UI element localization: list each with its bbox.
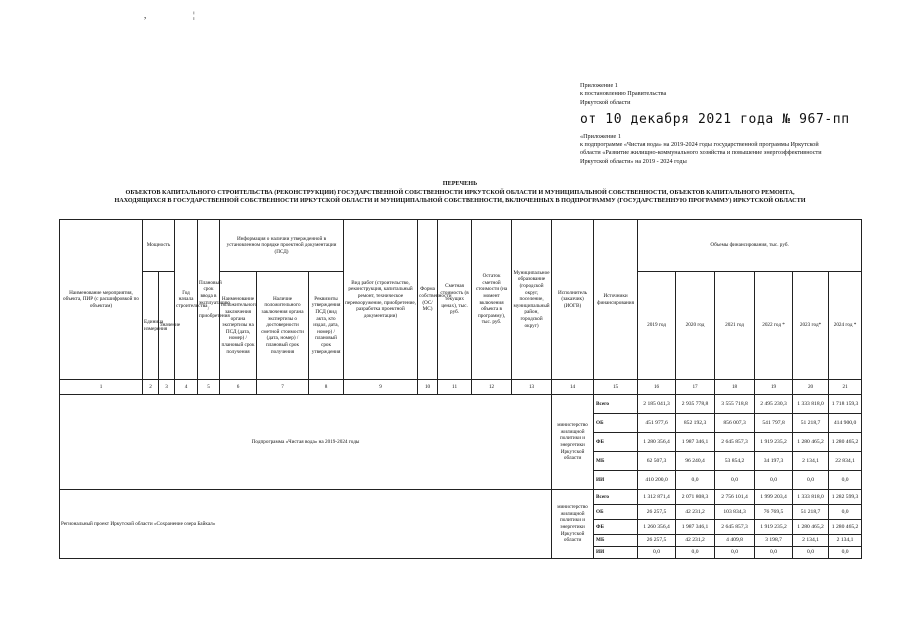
column-number: 18 [715, 380, 755, 395]
funding-value: 1 919 235,2 [755, 520, 793, 535]
column-number: 21 [829, 380, 862, 395]
column-number: 7 [257, 380, 309, 395]
column-number: 3 [159, 380, 175, 395]
header-name: Наименование мероприятия, объекта, ПИР (с расшифровкой по объектам) [60, 220, 143, 380]
funding-value: 3 555 718,8 [715, 395, 755, 414]
funding-value: 1 280 465,2 [793, 433, 829, 452]
source-code: ИИ [594, 471, 638, 490]
funding-value: 1 718 159,3 [829, 395, 862, 414]
funding-value: 0,0 [829, 471, 862, 490]
column-number: 1 [60, 380, 143, 395]
funding-value: 1 987 346,1 [676, 520, 715, 535]
header-psd-col: Наименование положительного заключения органа экспертизы на ПСД (дата, номер) / плановый срок получения [220, 272, 257, 380]
funding-value: 1 280 465,2 [829, 433, 862, 452]
column-number: 11 [438, 380, 472, 395]
funding-value: 2 134,1 [829, 535, 862, 547]
appendix-line: Иркутской области» на 2019 - 2024 годы [580, 157, 687, 165]
appendix-line: к постановлению Правительства [580, 90, 667, 98]
funding-value: 96 240,4 [676, 452, 715, 471]
column-number: 16 [638, 380, 676, 395]
source-code: ФБ [594, 433, 638, 452]
funding-value: 34 197,3 [755, 452, 793, 471]
source-code: Всего [594, 395, 638, 414]
scan-mark: ¦ [193, 10, 195, 20]
funding-value: 76 769,5 [755, 505, 793, 520]
subprogram-name: Подпрограмма «Чистая вода» на 2019-2024 годы [60, 395, 552, 490]
funding-value: 2 935 778,8 [676, 395, 715, 414]
column-number: 20 [793, 380, 829, 395]
header-remaining: Остаток сметной стоимости (на момент включения объекта в программу), тыс. руб. [472, 220, 512, 380]
header-value: Значение [159, 272, 175, 380]
funding-value: 1 280 465,2 [793, 520, 829, 535]
funding-value: 42 231,2 [676, 505, 715, 520]
funding-value: 1 312 871,4 [638, 490, 676, 505]
header-psd-info: Информация о наличии утвержденной в установленном порядке проектной документации (ПСД) [220, 220, 344, 272]
funding-value: 1 919 235,2 [755, 433, 793, 452]
funding-value: 51 218,7 [793, 505, 829, 520]
header-start-year: Год начала строительства [175, 220, 198, 380]
funding-value: 2 645 857,3 [715, 520, 755, 535]
funding-value: 2 185 041,3 [638, 395, 676, 414]
column-number: 10 [418, 380, 438, 395]
column-number: 5 [198, 380, 220, 395]
appendix-block [580, 82, 880, 166]
funding-value: 0,0 [793, 471, 829, 490]
funding-value: 2 645 857,3 [715, 433, 755, 452]
header-year: 2022 год * [755, 272, 793, 380]
header-executor: Исполнитель (заказчик) (ИОГВ) [552, 220, 594, 380]
column-number: 13 [512, 380, 552, 395]
source-code: ОБ [594, 414, 638, 433]
funding-value: 26 257,5 [638, 505, 676, 520]
column-number: 15 [594, 380, 638, 395]
funding-value: 0,0 [638, 547, 676, 559]
funding-value: 0,0 [715, 547, 755, 559]
funding-value: 62 507,3 [638, 452, 676, 471]
document-subtitle: НАХОДЯЩИХСЯ В ГОСУДАРСТВЕННОЙ СОБСТВЕННОСТИ ИРКУТСКОЙ ОБЛАСТИ И МУНИЦИПАЛЬНОЙ СОБСТВЕННОСТИ, ВКЛЮЧЕННЫХ В ПОДПРОГРАММУ (ГОСУДАРСТВЕННУЮ ПРОГРАММУ) ИРКУТСКОЙ ОБЛАСТИ [114, 197, 806, 204]
funding-value: 0,0 [755, 547, 793, 559]
scan-mark: , [144, 10, 147, 20]
header-year: 2019 год [638, 272, 676, 380]
funding-value: 4 409,8 [715, 535, 755, 547]
column-number: 19 [755, 380, 793, 395]
appendix-line: Приложение 1 [580, 82, 618, 89]
funding-value: 2 134,1 [793, 452, 829, 471]
funding-value: 451 977,6 [638, 414, 676, 433]
document-title: ПЕРЕЧЕНЬ [442, 180, 478, 187]
column-number: 17 [676, 380, 715, 395]
funding-value: 0,0 [715, 471, 755, 490]
funding-value: 1 280 465,2 [829, 520, 862, 535]
source-code: ОБ [594, 505, 638, 520]
funding-value: 0,0 [829, 505, 862, 520]
appendix-line: к подпрограмме «Чистая вода» на 2019-2024 годы государственной программы Иркутской [580, 141, 819, 149]
source-code: ФБ [594, 520, 638, 535]
header-year: 2024 год * [829, 272, 862, 380]
source-code: Всего [594, 490, 638, 505]
source-code: МБ [594, 535, 638, 547]
document-subtitle: ОБЪЕКТОВ КАПИТАЛЬНОГО СТРОИТЕЛЬСТВА (РЕКОНСТРУКЦИИ) ГОСУДАРСТВЕННОЙ СОБСТВЕННОСТИ ИРКУТСКОЙ ОБЛАСТИ И МУНИЦИПАЛЬНОЙ СОБСТВЕННОСТИ, ОБЪЕКТОВ КАПИТАЛЬНОГО РЕМОНТА, [125, 189, 795, 196]
funding-value: 2 495 230,3 [755, 395, 793, 414]
funding-value: 410 200,0 [638, 471, 676, 490]
header-work-type: Вид работ (строительство, реконструкция, капитальный ремонт, техническое перевооружение, приобретение, разработка проектной документации) [344, 220, 418, 380]
appendix-line: Иркутской области [580, 98, 631, 106]
header-year: 2021 год [715, 272, 755, 380]
funding-value: 2 134,1 [793, 535, 829, 547]
funding-value: 42 231,2 [676, 535, 715, 547]
funding-value: 0,0 [676, 471, 715, 490]
project-name: Региональный проект Иркутской области «Сохранение озера Байкал» [60, 490, 552, 559]
header-planned-term: Плановый срок ввода в эксплуатацию / приобретения [198, 220, 220, 380]
funding-value: 22 834,1 [829, 452, 862, 471]
subprogram-executor: министерство жилищной политики и энергетики Иркутской области [552, 395, 594, 490]
funding-value: 1 333 818,0 [793, 395, 829, 414]
funding-value: 0,0 [829, 547, 862, 559]
column-number: 4 [175, 380, 198, 395]
funding-value: 1 260 356,4 [638, 520, 676, 535]
funding-value: 0,0 [793, 547, 829, 559]
funding-value: 103 834,3 [715, 505, 755, 520]
funding-value: 1 333 818,0 [793, 490, 829, 505]
funding-value: 541 797,8 [755, 414, 793, 433]
funding-value: 2 756 101,4 [715, 490, 755, 505]
header-ownership: Форма собственности (ОС/МС) [418, 220, 438, 380]
appendix-line: области «Развитие жилищно-коммунального хозяйства и повышение энергоэффективности [580, 149, 822, 157]
column-number: 14 [552, 380, 594, 395]
header-psd-col: Реквизиты утверждения ПСД (вид акта, кто издал, дата, номер) / плановый срок утверждения [309, 272, 344, 380]
column-number: 12 [472, 380, 512, 395]
funding-value: 51 218,7 [793, 414, 829, 433]
decree-number: от 10 декабря 2021 года № 967-пп [580, 111, 850, 127]
funding-value: 2 071 808,3 [676, 490, 715, 505]
funding-value: 1 987 346,1 [676, 433, 715, 452]
column-number: 2 [143, 380, 159, 395]
funding-value: 414 900,0 [829, 414, 862, 433]
funding-value: 852 192,3 [676, 414, 715, 433]
funding-value: 3 198,7 [755, 535, 793, 547]
header-municipality: Муниципальное образование (городской округ, поселение, муниципальный район, городской округ) [512, 220, 552, 380]
funding-value: 856 007,3 [715, 414, 755, 433]
source-code: ИИ [594, 547, 638, 559]
funding-value: 0,0 [676, 547, 715, 559]
column-number: 8 [309, 380, 344, 395]
header-year: 2020 год [676, 272, 715, 380]
funding-value: 1 999 203,4 [755, 490, 793, 505]
source-code: МБ [594, 452, 638, 471]
funding-value: 1 282 599,3 [829, 490, 862, 505]
project-executor: министерство жилищной политики и энергетики Иркутской области [552, 490, 594, 559]
column-number: 9 [344, 380, 418, 395]
header-sources: Источники финансирования [594, 220, 638, 380]
header-year: 2023 год* [793, 272, 829, 380]
header-psd-col: Наличие положительного заключения органа экспертизы о достоверности сметной стоимости (дата, номер) / плановый срок получения [257, 272, 309, 380]
objects-table [59, 219, 862, 559]
funding-value: 0,0 [755, 471, 793, 490]
funding-value: 53 854,2 [715, 452, 755, 471]
column-number: 6 [220, 380, 257, 395]
funding-value: 1 280 356,4 [638, 433, 676, 452]
header-capacity: Мощность [143, 220, 175, 272]
header-unit: Единица измерения [143, 272, 159, 380]
header-estimate: Сметная стоимость (в текущих ценах), тыс. руб. [438, 220, 472, 380]
appendix-line: «Приложение 1 [580, 132, 621, 140]
funding-value: 26 257,5 [638, 535, 676, 547]
header-funding: Объемы финансирования, тыс. руб. [638, 220, 862, 272]
